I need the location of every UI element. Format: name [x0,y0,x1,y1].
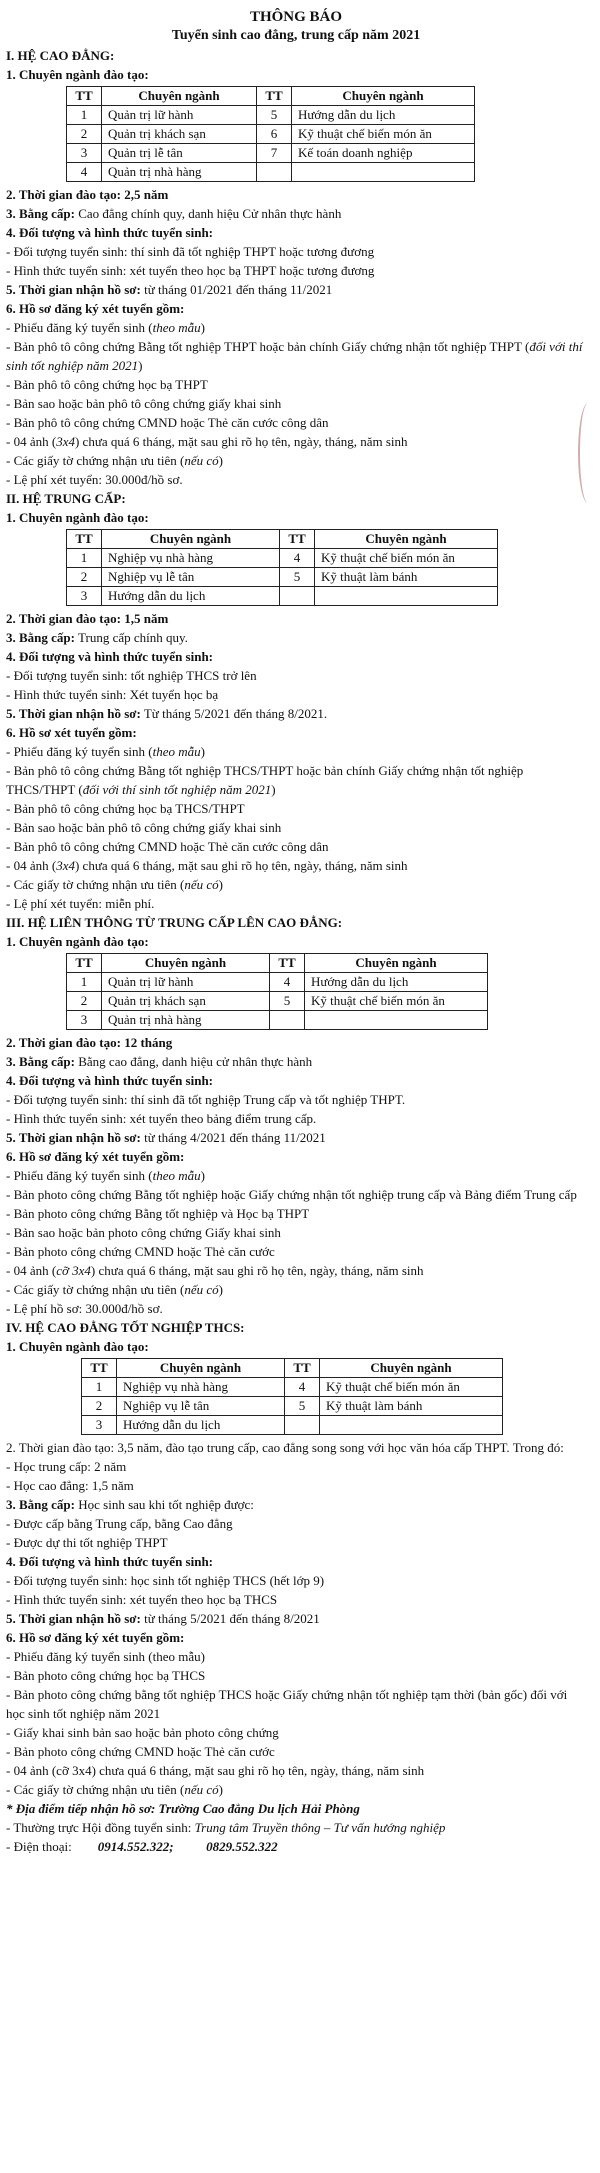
cell: Kế toán doanh nghiệp [292,144,475,163]
list-item: - Bản phô tô công chứng học bạ THCS/THPT [6,801,245,816]
list-item: - Các giấy tờ chứng nhận ưu tiên (nếu có) [6,877,224,892]
list-item: - Bản photo công chứng Bằng tốt nghiệp hoặc Giấy chứng nhận tốt nghiệp trung cấp và Bảng điểm Trung cấp [6,1187,577,1202]
phone-number[interactable]: 0829.552.322 [206,1839,278,1854]
col-major: Chuyên ngành [315,530,498,549]
list-item: - Giấy khai sinh bản sao hoặc bản photo công chứng [6,1725,279,1740]
table-row [82,1378,503,1397]
application-period: 5. Thời gian nhận hồ sơ: từ tháng 4/2021 đến tháng 11/2021 [6,1130,326,1145]
list-item: - Phiếu đăng ký tuyển sinh (theo mẫu) [6,1649,205,1664]
list-item: - Bản phô tô công chứng CMND hoặc Thẻ căn cước công dân [6,839,329,854]
cell: 2 [67,125,102,144]
degree: 3. Bằng cấp: Trung cấp chính quy. [6,630,188,645]
notice-title: THÔNG BÁO [249,9,343,25]
cell [270,1011,305,1030]
application-period: 5. Thời gian nhận hồ sơ: từ tháng 5/2021 đến tháng 8/2021 [6,1611,320,1626]
cell: 4 [270,973,305,992]
section-bridge [6,913,586,1318]
cell [305,1011,488,1030]
submission-address: * Địa điểm tiếp nhận hồ sơ: Trường Cao đẳng Du lịch Hải Phòng [6,1801,360,1816]
list-item: - Bản photo công chứng Bằng tốt nghiệp và Học bạ THPT [6,1206,310,1221]
cell: Kỹ thuật chế biến món ăn [315,549,498,568]
list-item: - Các giấy tờ chứng nhận ưu tiên (nếu có) [6,453,224,468]
cell: 3 [67,1011,102,1030]
cell [315,587,498,606]
eligibility-heading: 4. Đối tượng và hình thức tuyển sinh: [6,225,214,240]
list-item: - Đối tượng tuyển sinh: thí sinh đã tốt nghiệp Trung cấp và tốt nghiệp THPT. [6,1092,406,1107]
table-row [67,144,475,163]
cell: Quản trị nhà hàng [102,1011,270,1030]
list-item: - Phiếu đăng ký tuyển sinh (theo mẫu) [6,744,205,759]
table-row [82,1397,503,1416]
duration: 2. Thời gian đào tạo: 1,5 năm [6,611,169,626]
col-tt: TT [270,954,305,973]
cell: Hướng dẫn du lịch [292,106,475,125]
list-item: - Bản phô tô công chứng CMND hoặc Thẻ căn cước công dân [6,415,329,430]
col-tt: TT [67,530,102,549]
list-item: - 04 ảnh (cỡ 3x4) chưa quá 6 tháng, mặt sau ghi rõ họ tên, ngày, tháng, năm sinh [6,1263,424,1278]
list-item: - Hình thức tuyển sinh: xét tuyển theo học bạ THPT hoặc tương đương [6,263,375,278]
cell: 3 [82,1416,117,1435]
col-tt: TT [67,87,102,106]
col-major: Chuyên ngành [305,954,488,973]
list-item: - Các giấy tờ chứng nhận ưu tiên (nếu có) [6,1282,224,1297]
majors-table [81,1358,503,1435]
table-row [67,106,475,125]
cell [292,163,475,182]
list-item: - Phiếu đăng ký tuyển sinh (theo mẫu) [6,1168,205,1183]
table-row [67,163,475,182]
duration: 2. Thời gian đào tạo: 2,5 năm [6,187,169,202]
list-item: - 04 ảnh (3x4) chưa quá 6 tháng, mặt sau ghi rõ họ tên, ngày, tháng, năm sinh [6,434,408,449]
table-row [67,587,498,606]
majors-table [66,953,488,1030]
cell: Nghiệp vụ nhà hàng [117,1378,285,1397]
section-title: IV. HỆ CAO ĐẲNG TỐT NGHIỆP THCS: [6,1320,245,1335]
col-tt: TT [257,87,292,106]
table-header-row [67,954,488,973]
degree: 3. Bằng cấp: Học sinh sau khi tốt nghiệp được: [6,1497,254,1512]
list-item: - Bản phô tô công chứng Bằng tốt nghiệp THCS/THPT hoặc bản chính Giấy chứng nhận tốt nghiệp THCS/THPT (đối với thí sinh tốt nghiệp năm 2021) [6,763,524,797]
cell: Nghiệp vụ nhà hàng [102,549,280,568]
cell: Kỹ thuật chế biến món ăn [320,1378,503,1397]
cell: 7 [257,144,292,163]
cell: 1 [67,973,102,992]
cell: 5 [280,568,315,587]
col-tt: TT [82,1359,117,1378]
cell: 2 [82,1397,117,1416]
degree: 3. Bằng cấp: Cao đẳng chính quy, danh hiệu Cử nhân thực hành [6,206,342,221]
table-header-row [82,1359,503,1378]
cell: 5 [285,1397,320,1416]
cell: Quản trị lữ hành [102,106,257,125]
cell: 3 [67,587,102,606]
documents-heading: 6. Hồ sơ xét tuyển gồm: [6,725,137,740]
majors-heading: 1. Chuyên ngành đào tạo: [6,934,149,949]
cell: Nghiệp vụ lễ tân [117,1397,285,1416]
list-item: - 04 ảnh (cỡ 3x4) chưa quá 6 tháng, mặt sau ghi rõ họ tên, ngày, tháng, năm sinh [6,1763,425,1778]
stamp-mark [578,403,598,503]
list-item: - Được dự thi tốt nghiệp THPT [6,1535,168,1550]
documents-heading: 6. Hồ sơ đăng ký xét tuyển gồm: [6,1630,185,1645]
cell: 1 [82,1378,117,1397]
cell: Hướng dẫn du lịch [117,1416,285,1435]
list-item: - Hình thức tuyển sinh: xét tuyển theo bảng điểm trung cấp. [6,1111,317,1126]
col-tt: TT [285,1359,320,1378]
list-item: - Học cao đẳng: 1,5 năm [6,1478,134,1493]
cell: 4 [280,549,315,568]
col-major: Chuyên ngành [102,87,257,106]
majors-table [66,529,498,606]
col-major: Chuyên ngành [102,954,270,973]
list-item: - Các giấy tờ chứng nhận ưu tiên (nếu có) [6,1782,224,1797]
cell: Quản trị nhà hàng [102,163,257,182]
col-tt: TT [280,530,315,549]
table-header-row [67,87,475,106]
section-college-thcs [6,1318,586,1799]
list-item: - Đối tượng tuyển sinh: thí sinh đã tốt nghiệp THPT hoặc tương đương [6,244,375,259]
cell: 1 [67,106,102,125]
section-title: I. HỆ CAO ĐẲNG: [6,48,115,63]
application-period: 5. Thời gian nhận hồ sơ: từ tháng 01/2021 đến tháng 11/2021 [6,282,333,297]
majors-table [66,86,475,182]
table-row [67,568,498,587]
cell: Quản trị khách sạn [102,125,257,144]
list-item: - Bản phô tô công chứng Bằng tốt nghiệp THPT hoặc bản chính Giấy chứng nhận tốt nghiệp THPT (đối với thí sinh tốt nghiệp năm 2021) [6,339,583,373]
cell: 2 [67,568,102,587]
list-item: - Phiếu đăng ký tuyển sinh (theo mẫu) [6,320,205,335]
list-item: - Bản sao hoặc bản phô tô công chứng giấy khai sinh [6,820,282,835]
table-row [67,1011,488,1030]
list-item: - Lệ phí xét tuyển: miễn phí. [6,896,155,911]
list-item: - Bản photo công chứng CMND hoặc Thẻ căn cước [6,1744,275,1759]
documents-heading: 6. Hồ sơ đăng ký xét tuyển gồm: [6,1149,185,1164]
cell: Quản trị khách sạn [102,992,270,1011]
cell [320,1416,503,1435]
majors-heading: 1. Chuyên ngành đào tạo: [6,1339,149,1354]
majors-heading: 1. Chuyên ngành đào tạo: [6,67,149,82]
list-item: - Lệ phí hồ sơ: 30.000đ/hồ sơ. [6,1301,163,1316]
cell [285,1416,320,1435]
cell: Hướng dẫn du lịch [305,973,488,992]
list-item: - Đối tượng tuyển sinh: tốt nghiệp THCS trở lên [6,668,257,683]
section-college [6,46,586,489]
list-item: - Hình thức tuyển sinh: Xét tuyển học bạ [6,687,219,702]
notice-subtitle: Tuyển sinh cao đẳng, trung cấp năm 2021 [171,28,421,43]
list-item: - Bản photo công chứng bằng tốt nghiệp THCS hoặc Giấy chứng nhận tốt nghiệp tạm thời (bản gốc) đối với học sinh tốt nghiệp năm 2021 [6,1687,568,1721]
cell: Quản trị lữ hành [102,973,270,992]
cell: 2 [67,992,102,1011]
cell: 3 [67,144,102,163]
duration: 2. Thời gian đào tạo: 12 tháng [6,1035,173,1050]
list-item: - Được cấp bằng Trung cấp, bằng Cao đẳng [6,1516,233,1531]
table-row [67,125,475,144]
cell: Nghiệp vụ lễ tân [102,568,280,587]
phone-line: - Điện thoại: 0914.552.322; 0829.552.322 [6,1839,278,1854]
list-item: - Học trung cấp: 2 năm [6,1459,127,1474]
list-item: - Bản photo công chứng CMND hoặc Thẻ căn cước [6,1244,275,1259]
phone-number[interactable]: 0914.552.322; [97,1839,174,1854]
cell [257,163,292,182]
cell: Kỹ thuật chế biến món ăn [305,992,488,1011]
eligibility-heading: 4. Đối tượng và hình thức tuyển sinh: [6,649,214,664]
list-item: - Đối tượng tuyển sinh: học sinh tốt nghiệp THCS (hết lớp 9) [6,1573,325,1588]
eligibility-heading: 4. Đối tượng và hình thức tuyển sinh: [6,1073,214,1088]
section-intermediate [6,489,586,913]
list-item: - Bản phô tô công chứng học bạ THPT [6,377,208,392]
cell: 4 [67,163,102,182]
cell: Quản trị lễ tân [102,144,257,163]
list-item: - Bản photo công chứng học bạ THCS [6,1668,206,1683]
section-title: II. HỆ TRUNG CẤP: [6,491,126,506]
table-row [82,1416,503,1435]
list-item: - Lệ phí xét tuyển: 30.000đ/hồ sơ. [6,472,183,487]
cell: 1 [67,549,102,568]
table-row [67,549,498,568]
cell: Kỹ thuật làm bánh [315,568,498,587]
duration: 2. Thời gian đào tạo: 3,5 năm, đào tạo trung cấp, cao đẳng song song với học văn hóa cấp THPT. Trong đó: [6,1440,564,1455]
application-period: 5. Thời gian nhận hồ sơ: Từ tháng 5/2021 đến tháng 8/2021. [6,706,328,721]
col-major: Chuyên ngành [320,1359,503,1378]
list-item: - Bản sao hoặc bản photo công chứng Giấy khai sinh [6,1225,281,1240]
col-major: Chuyên ngành [117,1359,285,1378]
table-row [67,992,488,1011]
table-header-row [67,530,498,549]
list-item: - 04 ảnh (3x4) chưa quá 6 tháng, mặt sau ghi rõ họ tên, ngày, tháng, năm sinh [6,858,408,873]
cell: 5 [257,106,292,125]
eligibility-heading: 4. Đối tượng và hình thức tuyển sinh: [6,1554,214,1569]
list-item: - Hình thức tuyển sinh: xét tuyển theo học bạ THCS [6,1592,278,1607]
cell: Kỹ thuật làm bánh [320,1397,503,1416]
list-item: - Bản sao hoặc bản phô tô công chứng giấy khai sinh [6,396,282,411]
cell: Kỹ thuật chế biến món ăn [292,125,475,144]
cell [280,587,315,606]
cell: 4 [285,1378,320,1397]
col-major: Chuyên ngành [102,530,280,549]
contact-info [6,1799,586,1856]
cell: 5 [270,992,305,1011]
degree: 3. Bằng cấp: Bằng cao đẳng, danh hiệu cử nhân thực hành [6,1054,313,1069]
documents-heading: 6. Hồ sơ đăng ký xét tuyển gồm: [6,301,185,316]
section-title: III. HỆ LIÊN THÔNG TỪ TRUNG CẤP LÊN CAO ĐẲNG: [6,915,343,930]
majors-heading: 1. Chuyên ngành đào tạo: [6,510,149,525]
table-row [67,973,488,992]
cell: 6 [257,125,292,144]
admission-council: - Thường trực Hội đồng tuyển sinh: Trung tâm Truyền thông – Tư vấn hướng nghiệp [6,1820,446,1835]
col-major: Chuyên ngành [292,87,475,106]
col-tt: TT [67,954,102,973]
cell: Hướng dẫn du lịch [102,587,280,606]
